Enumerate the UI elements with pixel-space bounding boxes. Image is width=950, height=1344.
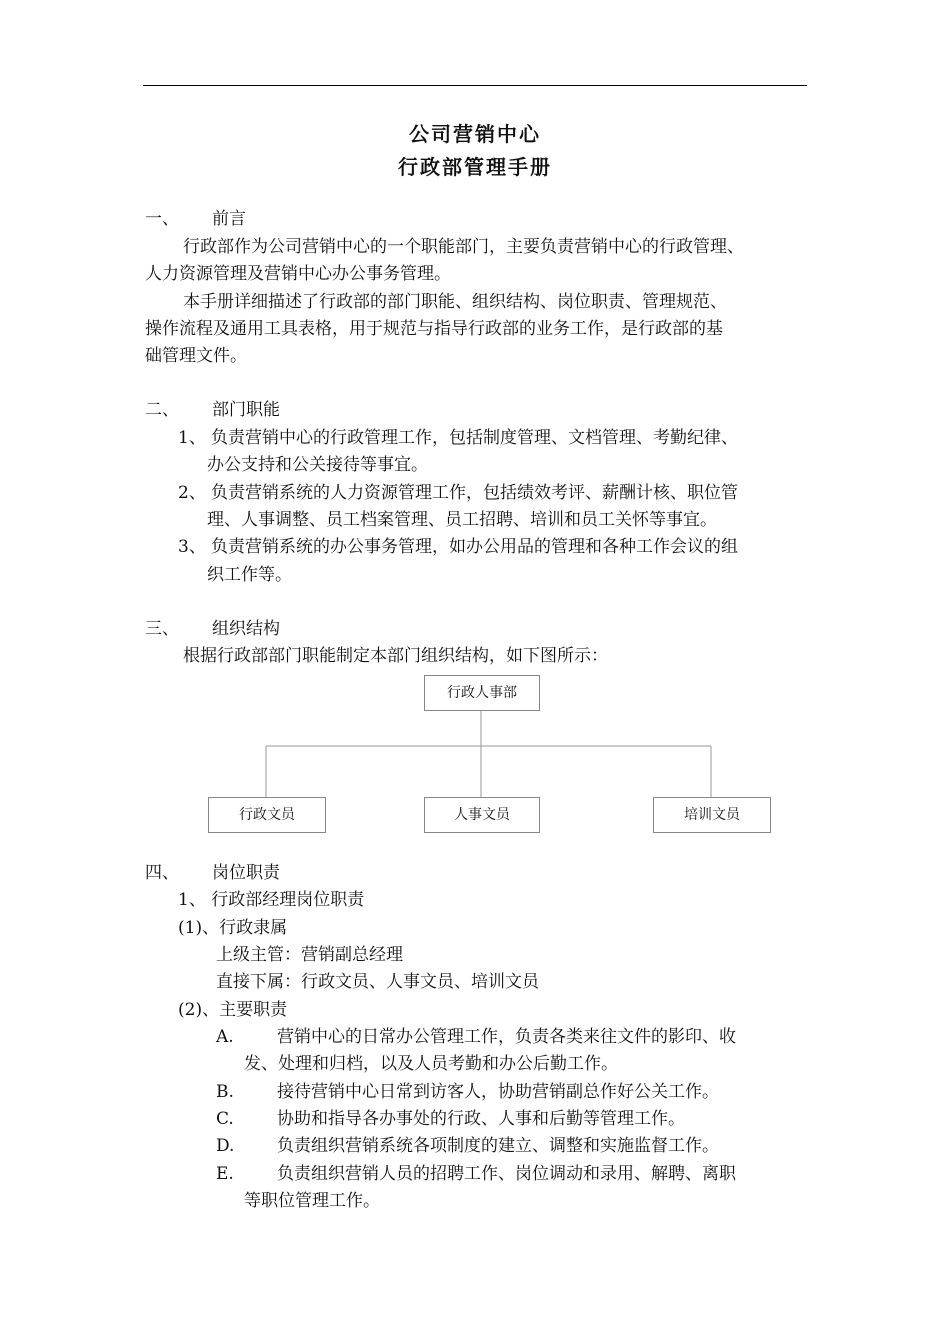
superior-line: 上级主管：营销副总经理	[216, 945, 403, 965]
list-item: 1、 负责营销中心的行政管理工作，包括制度管理、文档管理、考勤纪律、	[178, 428, 738, 448]
section-4-title: 岗位职责	[212, 863, 280, 883]
paragraph-line: 操作流程及通用工具表格，用于规范与指导行政部的业务工作，是行政部的基	[145, 319, 723, 339]
org-chart-intro: 根据行政部部门职能制定本部门组织结构，如下图所示：	[183, 646, 608, 666]
org-node-admin-clerk: 行政文员	[208, 797, 326, 833]
list-item: 2、 负责营销系统的人力资源管理工作，包括绩效考评、薪酬计核、职位管	[178, 483, 738, 503]
subsection-heading: 1、 行政部经理岗位职责	[178, 890, 365, 910]
list-item-continuation: 织工作等。	[207, 565, 292, 585]
org-node-training-clerk: 培训文员	[653, 797, 771, 833]
section-4-number: 四、	[145, 863, 179, 883]
list-item: 3、 负责营销系统的办公事务管理，如办公用品的管理和各种工作会议的组	[178, 537, 738, 557]
duty-item: E. 负责组织营销人员的招聘工作、岗位调动和录用、解聘、离职	[216, 1164, 736, 1184]
duty-item: D. 负责组织营销系统各项制度的建立、调整和实施监督工作。	[216, 1136, 719, 1156]
section-4-heading	[145, 861, 280, 885]
paragraph-line: 本手册详细描述了行政部的部门职能、组织结构、岗位职责、管理规范、	[183, 292, 727, 312]
document-title-1: 公司营销中心	[409, 122, 541, 146]
subsection-heading: (1)、行政隶属	[178, 918, 288, 938]
section-2-title: 部门职能	[212, 400, 280, 420]
paragraph-line: 行政部作为公司营销中心的一个职能部门，主要负责营销中心的行政管理、	[183, 237, 744, 257]
subsection-heading: (2)、主要职责	[178, 1000, 288, 1020]
section-2-number: 二、	[145, 400, 179, 420]
list-item-continuation: 理、人事调整、员工档案管理、员工招聘、培训和员工关怀等事宜。	[207, 510, 717, 530]
org-node-hr-clerk: 人事文员	[424, 797, 540, 833]
subordinates-line: 直接下属：行政文员、人事文员、培训文员	[216, 972, 539, 992]
paragraph-line: 础管理文件。	[145, 346, 247, 366]
org-node-root: 行政人事部	[424, 675, 540, 711]
section-1-title: 前言	[212, 209, 246, 229]
duty-item: C. 协助和指导各办事处的行政、人事和后勤等管理工作。	[216, 1109, 685, 1129]
section-3-title: 组织结构	[212, 619, 280, 639]
duty-item-continuation: 等职位管理工作。	[244, 1191, 380, 1211]
duty-item-continuation: 发、处理和归档，以及人员考勤和办公后勤工作。	[244, 1054, 618, 1074]
duty-item: B. 接待营销中心日常到访客人，协助营销副总作好公关工作。	[216, 1082, 719, 1102]
list-item-continuation: 办公支持和公关接待等事宜。	[207, 455, 428, 475]
paragraph-line: 人力资源管理及营销中心办公事务管理。	[145, 264, 451, 284]
section-3-number: 三、	[145, 619, 179, 639]
section-1-number: 一、	[145, 209, 179, 229]
document-title-2: 行政部管理手册	[398, 155, 552, 179]
duty-item: A. 营销中心的日常办公管理工作，负责各类来往文件的影印、收	[216, 1027, 736, 1047]
